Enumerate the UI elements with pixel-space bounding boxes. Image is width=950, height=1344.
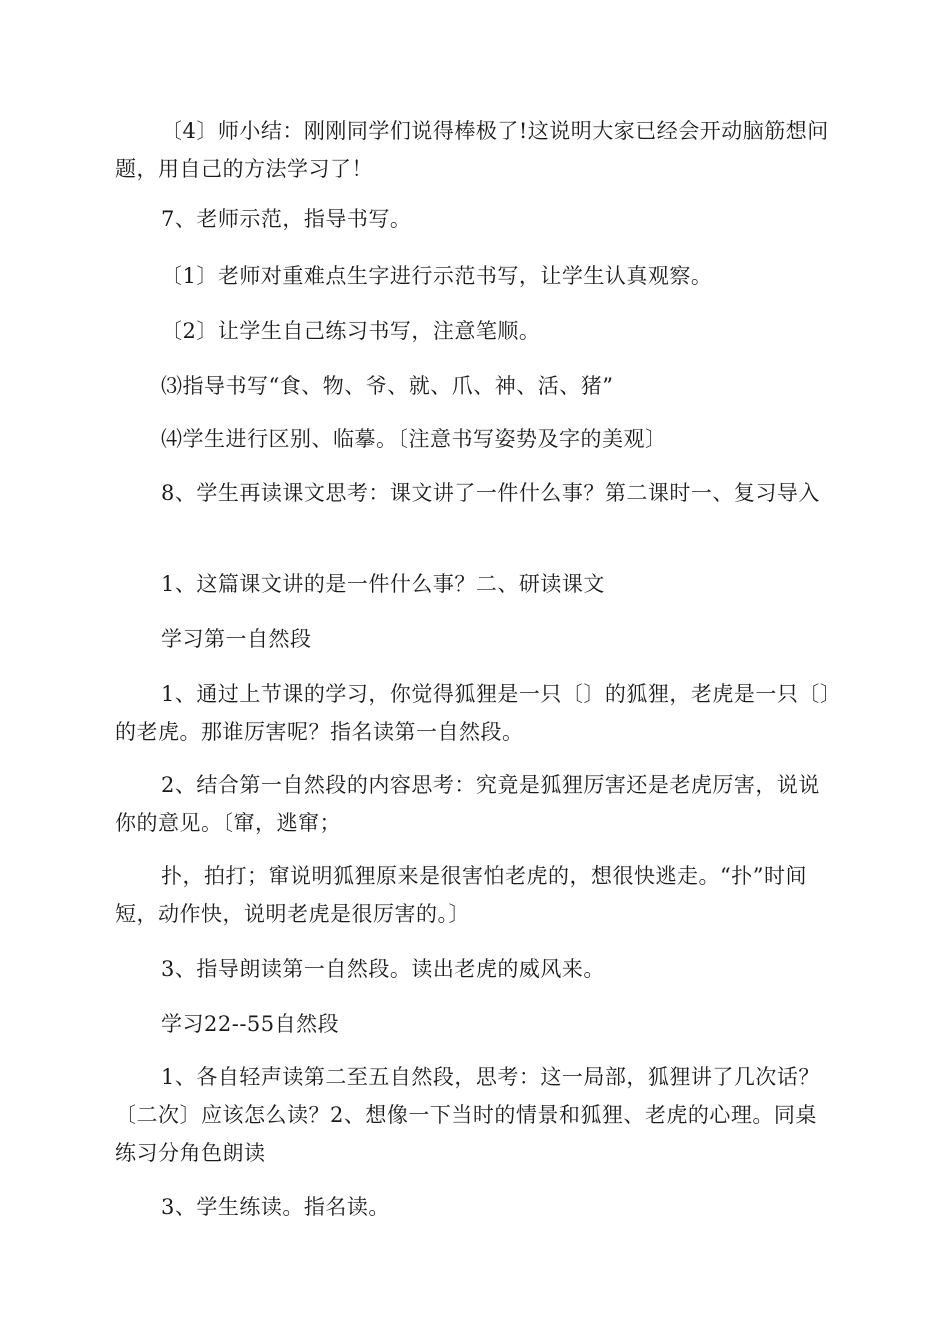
paragraph-item-1-2: 1、各自轻声读第二至五自然段，思考：这一局部，狐狸讲了几次话？〔二次〕应该怎么读？2、想像一下当时的情景和狐狸、老虎的心理。同桌练习分角色朗读 <box>115 1065 820 1165</box>
paragraph-step-7-2: 〔2〕让学生自己练习书写，注意笔顺。 <box>161 319 541 343</box>
paragraph-review-question: 1、这篇课文讲的是一件什么事？二、研读课文 <box>161 572 605 596</box>
paragraph-item-3: 3、指导朗读第一自然段。读出老虎的威风来。 <box>161 957 605 981</box>
paragraph-item-1: 1、通过上节课的学习，你觉得狐狸是一只〔〕的狐狸，老虎是一只〔〕的老虎。那谁厉害呢？指名读第一自然段。 <box>115 682 831 744</box>
paragraph-item-2-cont: 扑，拍打；窜说明狐狸原来是很害怕老虎的，想很快逃走。“扑”时间短，动作快，说明老虎是很厉害的。〕 <box>115 864 807 926</box>
paragraph-step-7-3: ⑶指导书写“食、物、爷、就、爪、神、活、猪” <box>161 374 614 398</box>
section-heading-paragraph-1: 学习第一自然段 <box>161 627 312 651</box>
paragraph-item-3-practice: 3、学生练读。指名读。 <box>161 1195 390 1219</box>
paragraph-item-2: 2、结合第一自然段的内容思考：究竟是狐狸厉害还是老虎厉害，说说你的意见。〔窜，逃窜； <box>115 773 820 835</box>
paragraph-teacher-summary: 〔4〕师小结：刚刚同学们说得棒极了!这说明大家已经会开动脑筋想问题，用自己的方法学习了！ <box>115 119 829 181</box>
section-heading-paragraphs-2-5: 学习22--55自然段 <box>161 1012 340 1036</box>
paragraph-step-7-1: 〔1〕老师对重难点生字进行示范书写，让学生认真观察。 <box>161 264 713 288</box>
paragraph-step-8: 8、学生再读课文思考：课文讲了一件什么事？第二课时一、复习导入 <box>161 481 820 505</box>
paragraph-step-7-4: ⑷学生进行区别、临摹。〔注意书写姿势及字的美观〕 <box>161 427 667 451</box>
paragraph-step-7: 7、老师示范，指导书写。 <box>161 207 412 231</box>
